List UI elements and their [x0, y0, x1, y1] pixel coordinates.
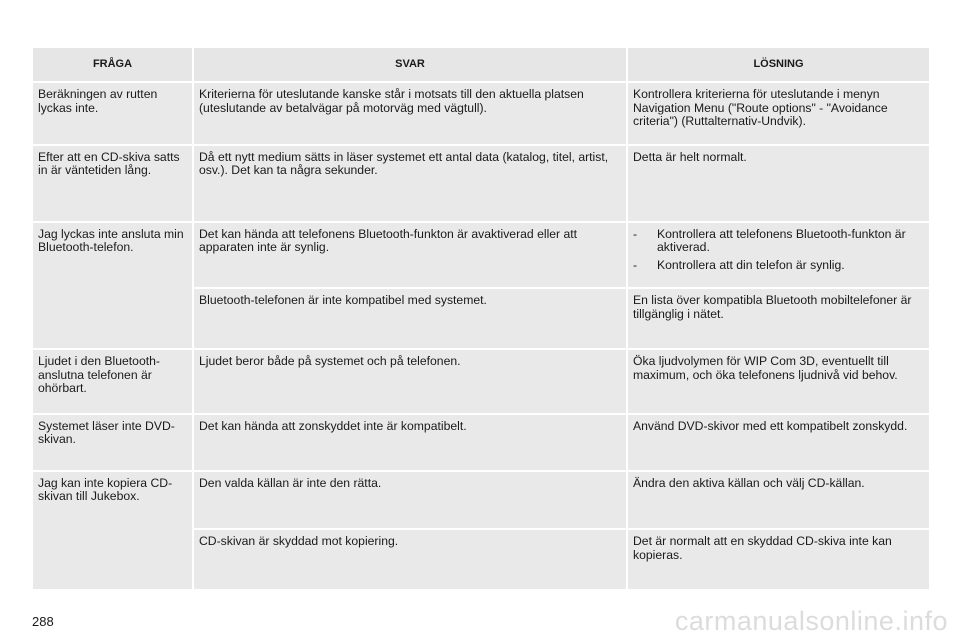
table-row: [32, 349, 930, 414]
answer-cell: Då ett nytt medium sätts in läser systemet ett antal data (katalog, titel, artist, osv.). Det kan ta några sekunder.: [193, 145, 627, 222]
solution-cell: Kontrollera kriterierna för uteslutande i menyn Navigation Menu ("Route options" - "Avoidance criteria") (Ruttalternativ-Undvik).: [627, 82, 930, 145]
answer-cell: CD-skivan är skyddad mot kopiering.: [193, 529, 627, 590]
table-row: [32, 471, 930, 530]
table-header-row: [32, 47, 930, 82]
answer-cell: Det kan hända att zonskyddet inte är kompatibelt.: [193, 414, 627, 471]
answer-cell: Kriterierna för uteslutande kanske står i motsats till den aktuella platsen (uteslutande av betalvägar på motorväg med vägtull).: [193, 82, 627, 145]
solution-cell: Öka ljudvolymen för WIP Com 3D, eventuellt till maximum, och öka telefonens ljudnivå vid behov.: [627, 349, 930, 414]
table-row: [32, 414, 930, 471]
solution-cell: En lista över kompatibla Bluetooth mobiltelefoner är tillgänglig i nätet.: [627, 288, 930, 349]
solution-list: [633, 228, 923, 273]
table-row: [32, 82, 930, 145]
question-cell: Jag kan inte kopiera CD-skivan till Jukebox.: [32, 471, 193, 590]
solution-cell: Det är normalt att en skyddad CD-skiva inte kan kopieras.: [627, 529, 930, 590]
table-row: [32, 145, 930, 222]
watermark: carmanualsonline.info: [674, 606, 948, 636]
solution-cell: [627, 222, 930, 289]
solution-cell: Ändra den aktiva källan och välj CD-källan.: [627, 471, 930, 530]
answer-cell: Den valda källan är inte den rätta.: [193, 471, 627, 530]
table-row: [32, 222, 930, 289]
question-cell: Beräkningen av rutten lyckas inte.: [32, 82, 193, 145]
answer-cell: Det kan hända att telefonens Bluetooth-funkton är avaktiverad eller att apparaten inte är synlig.: [193, 222, 627, 289]
list-item: [633, 259, 923, 273]
list-item-text: Kontrollera att din telefon är synlig.: [657, 257, 845, 272]
header-question: FRÅGA: [32, 47, 193, 82]
list-item-text: Kontrollera att telefonens Bluetooth-funkton är aktiverad.: [657, 226, 906, 255]
answer-cell: Bluetooth-telefonen är inte kompatibel med systemet.: [193, 288, 627, 349]
solution-cell: Detta är helt normalt.: [627, 145, 930, 222]
dash-bullet: -: [633, 226, 638, 241]
question-cell: Jag lyckas inte ansluta min Bluetooth-telefon.: [32, 222, 193, 349]
troubleshooting-table: [31, 46, 931, 591]
question-cell: Systemet läser inte DVD-skivan.: [32, 414, 193, 471]
solution-cell: Använd DVD-skivor med ett kompatibelt zonskydd.: [627, 414, 930, 471]
header-answer: SVAR: [193, 47, 627, 82]
answer-cell: Ljudet beror både på systemet och på telefonen.: [193, 349, 627, 414]
question-cell: Efter att en CD-skiva satts in är väntetiden lång.: [32, 145, 193, 222]
dash-bullet: -: [633, 257, 638, 272]
page-number: 288: [32, 614, 54, 629]
header-solution: LÖSNING: [627, 47, 930, 82]
list-item: [633, 228, 923, 255]
question-cell: Ljudet i den Bluetooth-anslutna telefonen är ohörbart.: [32, 349, 193, 414]
